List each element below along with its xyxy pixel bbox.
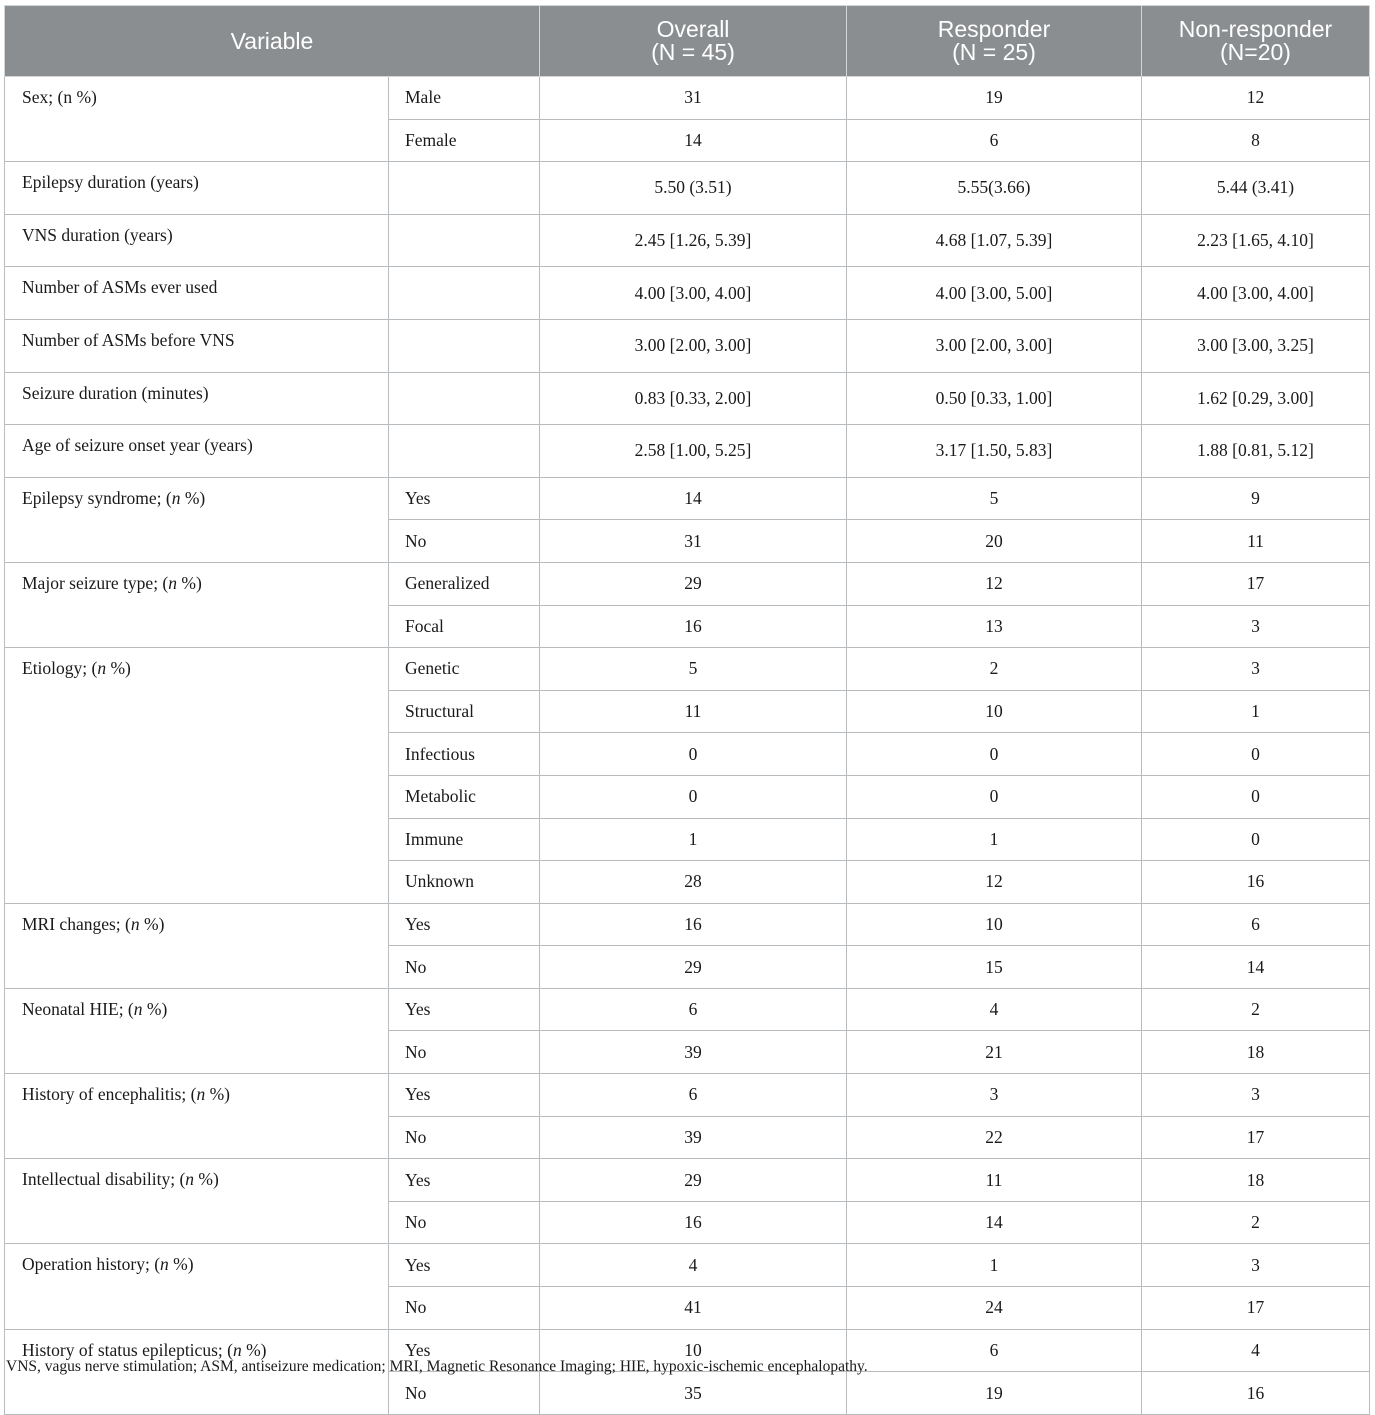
overall-value-cell: 4.00 [3.00, 4.00]	[540, 267, 847, 320]
level-cell: No	[389, 1031, 540, 1074]
table-container	[4, 5, 1369, 1415]
nonresponder-value-cell: 14	[1142, 946, 1370, 989]
nonresponder-value-cell: 17	[1142, 562, 1370, 605]
level-cell	[389, 214, 540, 267]
variable-cell	[5, 1244, 389, 1329]
level-cell: Focal	[389, 605, 540, 648]
nonresponder-value-cell: 1.88 [0.81, 5.12]	[1142, 425, 1370, 478]
overall-value-cell: 5.50 (3.51)	[540, 162, 847, 215]
overall-value-cell: 14	[540, 119, 847, 162]
variable-cell	[5, 162, 389, 215]
nonresponder-value-cell: 16	[1142, 861, 1370, 904]
variable-label: Operation history; (	[22, 1254, 161, 1275]
responder-value-cell: 5	[847, 477, 1142, 520]
header-overall-n: (N = 45)	[651, 39, 735, 65]
variable-label: Epilepsy syndrome; (	[22, 487, 172, 508]
header-responder	[847, 6, 1142, 77]
variable-cell	[5, 267, 389, 320]
table-row	[5, 903, 1370, 946]
responder-value-cell: 3.17 [1.50, 5.83]	[847, 425, 1142, 478]
nonresponder-value-cell: 4	[1142, 1329, 1370, 1372]
responder-value-cell: 2	[847, 648, 1142, 691]
overall-value-cell: 5	[540, 648, 847, 691]
variable-label: Intellectual disability; (	[22, 1169, 186, 1190]
overall-value-cell: 16	[540, 605, 847, 648]
table-row	[5, 1074, 1370, 1117]
variable-label-tail: %)	[142, 998, 168, 1019]
nonresponder-value-cell: 5.44 (3.41)	[1142, 162, 1370, 215]
level-cell: Immune	[389, 818, 540, 861]
nonresponder-value-cell: 3	[1142, 648, 1370, 691]
level-cell: No	[389, 1372, 540, 1415]
variable-label-tail: %)	[106, 658, 131, 679]
level-cell: Infectious	[389, 733, 540, 776]
level-cell: Generalized	[389, 562, 540, 605]
variable-label: Seizure duration (minutes)	[22, 382, 209, 403]
nonresponder-value-cell: 12	[1142, 77, 1370, 120]
level-cell: Yes	[389, 1074, 540, 1117]
variable-cell	[5, 562, 389, 647]
level-cell: Unknown	[389, 861, 540, 904]
level-cell	[389, 319, 540, 372]
variable-label-italic: n	[130, 913, 140, 934]
level-cell: Metabolic	[389, 775, 540, 818]
variable-label-italic: n	[160, 1254, 169, 1275]
overall-value-cell: 39	[540, 1116, 847, 1159]
variable-label-italic: n	[196, 1084, 206, 1105]
level-cell	[389, 372, 540, 425]
table-footnote: VNS, vagus nerve stimulation; ASM, antiseizure medication; MRI, Magnetic Resonance Imaging; HIE, hypoxic-ischemic encephalopathy.	[6, 1358, 868, 1375]
level-cell: Female	[389, 119, 540, 162]
nonresponder-value-cell: 0	[1142, 818, 1370, 861]
overall-value-cell: 31	[540, 520, 847, 563]
nonresponder-value-cell: 18	[1142, 1159, 1370, 1202]
variable-label-tail: %)	[180, 487, 206, 508]
variable-label-italic: n	[185, 1169, 195, 1190]
overall-value-cell: 11	[540, 690, 847, 733]
nonresponder-value-cell: 3	[1142, 1244, 1370, 1287]
nonresponder-value-cell: 6	[1142, 903, 1370, 946]
nonresponder-value-cell: 1	[1142, 690, 1370, 733]
table-row	[5, 988, 1370, 1031]
responder-value-cell: 4.00 [3.00, 5.00]	[847, 267, 1142, 320]
overall-value-cell: 2.58 [1.00, 5.25]	[540, 425, 847, 478]
nonresponder-value-cell: 3.00 [3.00, 3.25]	[1142, 319, 1370, 372]
table-row	[5, 648, 1370, 691]
responder-value-cell: 1	[847, 1244, 1142, 1287]
overall-value-cell: 6	[540, 1074, 847, 1117]
variable-cell	[5, 988, 389, 1073]
variable-label-tail: %)	[168, 1254, 194, 1275]
variable-label-tail: %)	[241, 1339, 267, 1360]
responder-value-cell: 20	[847, 520, 1142, 563]
variable-label: MRI changes; (	[22, 913, 131, 934]
table-row	[5, 562, 1370, 605]
variable-cell	[5, 425, 389, 478]
responder-value-cell: 0.50 [0.33, 1.00]	[847, 372, 1142, 425]
variable-label-tail: %)	[177, 572, 202, 593]
overall-value-cell: 28	[540, 861, 847, 904]
responder-value-cell: 24	[847, 1287, 1142, 1330]
level-cell: Yes	[389, 988, 540, 1031]
responder-value-cell: 6	[847, 119, 1142, 162]
table-row	[5, 319, 1370, 372]
nonresponder-value-cell: 3	[1142, 1074, 1370, 1117]
variable-cell	[5, 1159, 389, 1244]
nonresponder-value-cell: 11	[1142, 520, 1370, 563]
overall-value-cell: 4	[540, 1244, 847, 1287]
responder-value-cell: 13	[847, 605, 1142, 648]
variable-label: Epilepsy duration (years)	[22, 172, 199, 193]
responder-value-cell: 12	[847, 562, 1142, 605]
responder-value-cell: 0	[847, 775, 1142, 818]
level-cell: No	[389, 520, 540, 563]
variable-label: History of status epilepticus; (	[22, 1339, 233, 1360]
nonresponder-value-cell: 8	[1142, 119, 1370, 162]
responder-value-cell: 3.00 [2.00, 3.00]	[847, 319, 1142, 372]
variable-cell	[5, 77, 389, 162]
overall-value-cell: 31	[540, 77, 847, 120]
header-nonresponder-label: Non-responder	[1178, 16, 1333, 42]
level-cell	[389, 162, 540, 215]
nonresponder-value-cell: 16	[1142, 1372, 1370, 1415]
responder-value-cell: 0	[847, 733, 1142, 776]
responder-value-cell: 4.68 [1.07, 5.39]	[847, 214, 1142, 267]
nonresponder-value-cell: 17	[1142, 1287, 1370, 1330]
nonresponder-value-cell: 17	[1142, 1116, 1370, 1159]
variable-label-italic: n	[171, 487, 181, 508]
header-nonresponder-n: (N=20)	[1220, 39, 1291, 65]
level-cell: Genetic	[389, 648, 540, 691]
responder-value-cell: 10	[847, 903, 1142, 946]
variable-label: Major seizure type; (	[22, 572, 169, 593]
table-row	[5, 77, 1370, 120]
table-row	[5, 1244, 1370, 1287]
responder-value-cell: 10	[847, 690, 1142, 733]
level-cell: Structural	[389, 690, 540, 733]
variable-label: Neonatal HIE; (	[22, 998, 134, 1019]
overall-value-cell: 29	[540, 946, 847, 989]
header-row	[5, 6, 1370, 77]
level-cell: Male	[389, 77, 540, 120]
variable-cell	[5, 477, 389, 562]
variable-label: Number of ASMs ever used	[22, 277, 218, 298]
overall-value-cell: 29	[540, 562, 847, 605]
responder-value-cell: 14	[847, 1201, 1142, 1244]
overall-value-cell: 10	[540, 1329, 847, 1372]
variable-label-tail: %)	[205, 1084, 231, 1105]
responder-value-cell: 4	[847, 988, 1142, 1031]
variable-label: History of encephalitis; (	[22, 1084, 197, 1105]
responder-value-cell: 15	[847, 946, 1142, 989]
overall-value-cell: 29	[540, 1159, 847, 1202]
table-row	[5, 162, 1370, 215]
variable-label-tail: %)	[194, 1169, 219, 1190]
header-overall	[540, 6, 847, 77]
variable-label-italic: n	[232, 1339, 242, 1360]
variable-label: Sex; (n %)	[22, 87, 97, 107]
overall-value-cell: 16	[540, 1201, 847, 1244]
responder-value-cell: 5.55(3.66)	[847, 162, 1142, 215]
nonresponder-value-cell: 9	[1142, 477, 1370, 520]
nonresponder-value-cell: 4.00 [3.00, 4.00]	[1142, 267, 1370, 320]
header-responder-label: Responder	[937, 16, 1051, 42]
nonresponder-value-cell: 2	[1142, 1201, 1370, 1244]
overall-value-cell: 41	[540, 1287, 847, 1330]
table-row	[5, 267, 1370, 320]
table-row	[5, 425, 1370, 478]
responder-value-cell: 6	[847, 1329, 1142, 1372]
nonresponder-value-cell: 1.62 [0.29, 3.00]	[1142, 372, 1370, 425]
table-row	[5, 372, 1370, 425]
variable-label-italic: n	[97, 658, 107, 679]
overall-value-cell: 35	[540, 1372, 847, 1415]
level-cell	[389, 425, 540, 478]
overall-value-cell: 0	[540, 733, 847, 776]
overall-value-cell: 0	[540, 775, 847, 818]
variable-cell	[5, 372, 389, 425]
variable-label-italic: n	[168, 572, 178, 593]
header-variable: Variable	[5, 6, 540, 77]
responder-value-cell: 21	[847, 1031, 1142, 1074]
variable-cell	[5, 319, 389, 372]
responder-value-cell: 19	[847, 1372, 1142, 1415]
level-cell: No	[389, 1201, 540, 1244]
level-cell: Yes	[389, 1329, 540, 1372]
variable-cell	[5, 903, 389, 988]
level-cell: Yes	[389, 1244, 540, 1287]
nonresponder-value-cell: 3	[1142, 605, 1370, 648]
level-cell: Yes	[389, 1159, 540, 1202]
level-cell	[389, 267, 540, 320]
responder-value-cell: 19	[847, 77, 1142, 120]
nonresponder-value-cell: 18	[1142, 1031, 1370, 1074]
level-cell: No	[389, 946, 540, 989]
nonresponder-value-cell: 0	[1142, 775, 1370, 818]
variable-cell	[5, 214, 389, 267]
nonresponder-value-cell: 2	[1142, 988, 1370, 1031]
responder-value-cell: 1	[847, 818, 1142, 861]
table-body	[5, 77, 1370, 1415]
variable-label-tail: %)	[139, 913, 165, 934]
header-responder-n: (N = 25)	[952, 39, 1036, 65]
table-row	[5, 1159, 1370, 1202]
responder-value-cell: 3	[847, 1074, 1142, 1117]
overall-value-cell: 1	[540, 818, 847, 861]
overall-value-cell: 3.00 [2.00, 3.00]	[540, 319, 847, 372]
variable-label: Etiology; (	[22, 658, 98, 679]
level-cell: Yes	[389, 477, 540, 520]
overall-value-cell: 14	[540, 477, 847, 520]
overall-value-cell: 2.45 [1.26, 5.39]	[540, 214, 847, 267]
header-nonresponder	[1142, 6, 1370, 77]
responder-value-cell: 22	[847, 1116, 1142, 1159]
variable-label: Age of seizure onset year (years)	[22, 435, 253, 456]
variable-cell	[5, 648, 389, 904]
responder-value-cell: 11	[847, 1159, 1142, 1202]
header-overall-label: Overall	[656, 16, 730, 42]
variable-label: Number of ASMs before VNS	[22, 329, 235, 350]
variable-label: VNS duration (years)	[22, 224, 173, 245]
responder-value-cell: 12	[847, 861, 1142, 904]
overall-value-cell: 6	[540, 988, 847, 1031]
nonresponder-value-cell: 0	[1142, 733, 1370, 776]
variable-cell	[5, 1074, 389, 1159]
variable-label-italic: n	[133, 998, 143, 1019]
level-cell: No	[389, 1287, 540, 1330]
overall-value-cell: 16	[540, 903, 847, 946]
table-row	[5, 214, 1370, 267]
level-cell: Yes	[389, 903, 540, 946]
demographics-table	[4, 5, 1370, 1415]
nonresponder-value-cell: 2.23 [1.65, 4.10]	[1142, 214, 1370, 267]
table-row	[5, 477, 1370, 520]
level-cell: No	[389, 1116, 540, 1159]
overall-value-cell: 0.83 [0.33, 2.00]	[540, 372, 847, 425]
overall-value-cell: 39	[540, 1031, 847, 1074]
